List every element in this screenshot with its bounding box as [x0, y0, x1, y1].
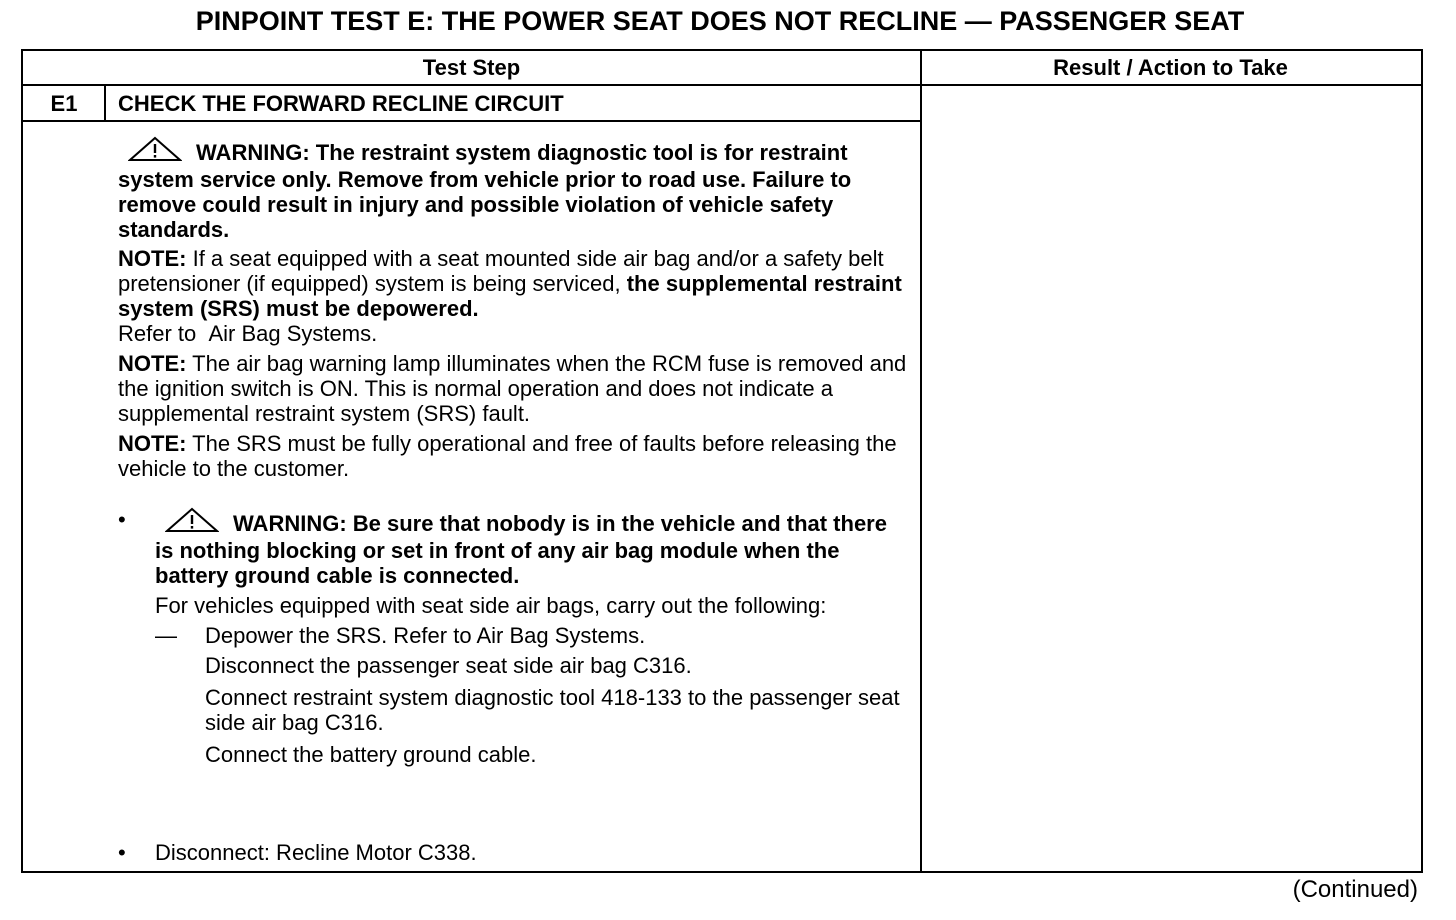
substep-item: Connect the battery ground cable.: [205, 742, 537, 767]
header-test-step: Test Step: [422, 55, 521, 80]
warning-triangle-icon: [128, 136, 182, 167]
note-refer-text: Refer to: [118, 321, 197, 346]
step-content: [118, 136, 908, 774]
bullet-item-disconnect: [118, 840, 477, 865]
substep-item: [155, 623, 908, 648]
note-label: NOTE:: [118, 351, 187, 376]
substep-item: Disconnect the passenger seat side air bag C316.: [205, 653, 692, 678]
table-header-divider: [21, 84, 1423, 86]
note-text: If a seat equipped with a seat mounted side air bag and/or a safety belt pretensioner (if equipped) system is being serviced,: [118, 246, 884, 296]
note-srs-operational: [118, 431, 908, 481]
note-bold-text: the supplemental restraint system (SRS) must be depowered.: [118, 271, 902, 321]
note-text: The air bag warning lamp illuminates when the RCM fuse is removed and the ignition switch is ON. This is normal operation and does not indicate a supplemental restraint system (SRS) fault.: [118, 351, 907, 426]
note-text: The SRS must be fully operational and free of faults before releasing the vehicle to the customer.: [118, 431, 897, 481]
header-result-action: Result / Action to Take: [1053, 55, 1288, 80]
bullet-icon: •: [118, 840, 126, 865]
step-id: E1: [50, 91, 78, 116]
page-title: PINPOINT TEST E: THE POWER SEAT DOES NOT RECLINE — PASSENGER SEAT: [195, 6, 1245, 36]
note-label: NOTE:: [118, 246, 187, 271]
substep-text: Depower the SRS. Refer to Air Bag Systems.: [205, 623, 646, 648]
warning-text: WARNING: The restraint system diagnostic tool is for restraint system service only. Remove from vehicle prior to road use. Failure to remove could result in injury and possible violation of vehicle safety standards.: [118, 140, 852, 242]
bullet-icon: •: [118, 507, 126, 532]
note-srs-depower: [118, 246, 908, 346]
table-column-divider: [920, 49, 922, 871]
intro-text: For vehicles equipped with seat side air bags, carry out the following:: [155, 593, 827, 618]
bullet-item-warning: [118, 507, 908, 767]
step-title: CHECK THE FORWARD RECLINE CIRCUIT: [118, 91, 564, 116]
air-bag-systems-link[interactable]: Air Bag Systems.: [208, 321, 378, 346]
bullet-text: Disconnect: Recline Motor C338.: [155, 840, 477, 865]
warning-text: WARNING: Be sure that nobody is in the vehicle and that there is nothing blocking or set in front of any air bag module when the battery ground cable is connected.: [155, 511, 887, 588]
substep-item: Connect restraint system diagnostic tool 418-133 to the passenger seat side air bag C316.: [205, 685, 900, 735]
warning-paragraph: [118, 136, 908, 242]
continued-label: (Continued): [1292, 876, 1418, 903]
warning-triangle-icon: [165, 507, 219, 538]
dash-icon: —: [155, 623, 177, 648]
note-label: NOTE:: [118, 431, 187, 456]
warning-paragraph: [155, 507, 908, 588]
note-warning-lamp: [118, 351, 908, 426]
